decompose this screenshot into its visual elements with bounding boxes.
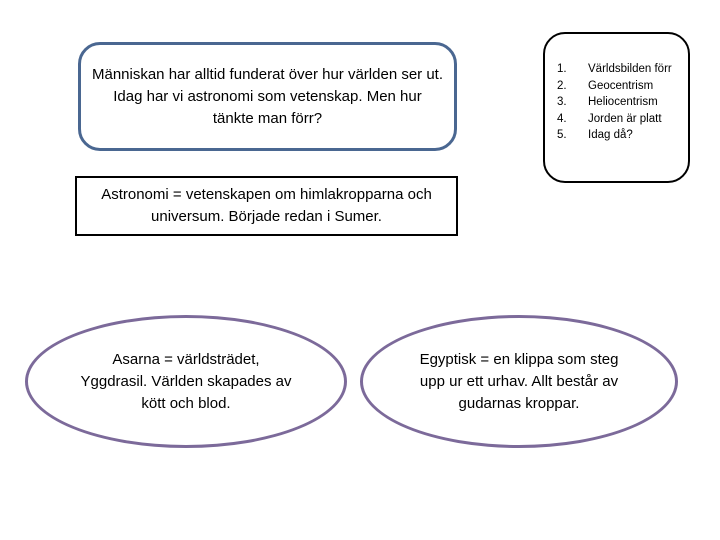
egypt-text: Egyptisk = en klippa som steg upp ur ett urhav. Allt består av gudarnas kroppar. — [419, 350, 619, 412]
definition-box — [75, 176, 458, 236]
norse-oval — [25, 315, 347, 448]
norse-text: Asarna = världsträdet, Yggdrasil. Världen skapades av kött och blod. — [80, 350, 292, 412]
list-item-label: Idag då? — [588, 129, 633, 141]
list-item — [557, 94, 682, 111]
definition-text: Astronomi = vetenskapen om himlakropparna och universum. Började redan i Sumer. — [101, 186, 432, 225]
list-item-number: 3. — [557, 96, 567, 108]
list-item — [557, 127, 682, 144]
egypt-oval — [360, 315, 678, 448]
list-item-label: Heliocentrism — [588, 96, 658, 108]
topics-list — [557, 61, 682, 144]
list-item-number: 5. — [557, 129, 567, 141]
list-item — [557, 78, 682, 95]
list-item-label: Jorden är platt — [588, 112, 662, 125]
list-item-number: 2. — [557, 79, 567, 92]
list-item — [557, 111, 682, 128]
list-item-number: 1. — [557, 63, 567, 75]
list-item — [557, 61, 682, 78]
list-item-number: 4. — [557, 112, 567, 125]
intro-box — [78, 42, 457, 151]
list-item-label: Världsbilden förr — [588, 63, 672, 75]
list-item-label: Geocentrism — [588, 79, 654, 92]
intro-text: Människan har alltid funderat över hur världen ser ut. Idag har vi astronomi som vetenskap. Men hur tänkte man förr? — [91, 65, 444, 127]
topics-box — [543, 32, 690, 183]
